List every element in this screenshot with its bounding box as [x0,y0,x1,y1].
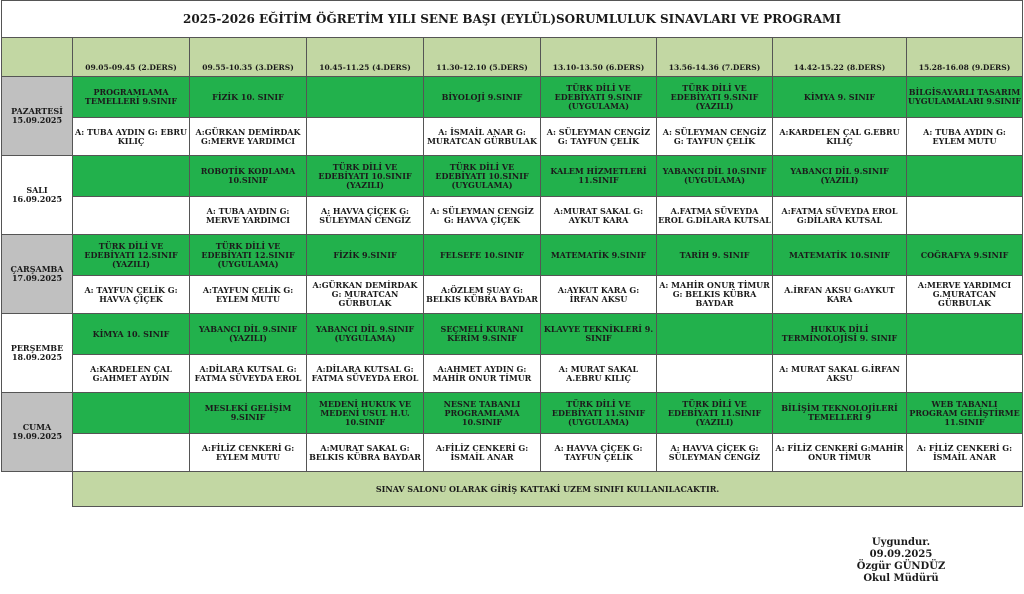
day-label [2,156,73,235]
proctor-cell [73,434,190,472]
exam-subject-cell: TÜRK DİLİ VE EDEBİYATI 9.SINIF (UYGULAMA) [541,77,657,118]
exam-schedule-table [1,0,1023,507]
exam-subject-cell: MESLEKİ GELİŞİM 9.SINIF [190,393,307,434]
day-date: 16.09.2025 [11,194,63,204]
note-spacer [2,472,73,507]
day-label [2,235,73,314]
exam-subject-cell: BİLGİSAYARLI TASARIM UYGULAMALARI 9.SINIF [907,77,1023,118]
exam-subject-cell: TÜRK DİLİ VE EDEBİYATI 12.SINIF (YAZILI) [73,235,190,276]
exam-subject-cell: BİLİŞİM TEKNOLOJİLERİ TEMELLERİ 9 [773,393,907,434]
exam-subject-cell: HUKUK DİLİ TERMİNOLOJİSİ 9. SINIF [773,314,907,355]
day-label [2,314,73,393]
exam-subject-cell: NESNE TABANLI PROGRAMLAMA 10.SINIF [424,393,541,434]
period-header: 15.28-16.08 (9.DERS) [907,38,1023,77]
proctor-cell: A:GÜRKAN DEMİRDAK G: MURATCAN GÜRBULAK [307,276,424,314]
proctor-cell: A:ÖZLEM ŞUAY G: BELKIS KÜBRA BAYDAR [424,276,541,314]
proctor-cell: A:MERVE YARDIMCI G.MURATCAN GÜRBULAK [907,276,1023,314]
exam-subject-cell: KLAVYE TEKNİKLERİ 9. SINIF [541,314,657,355]
exam-subject-cell: TÜRK DİLİ VE EDEBİYATI 9.SINIF (YAZILI) [657,77,773,118]
proctor-cell: A: HAVVA ÇİÇEK G: TAYFUN ÇELİK [541,434,657,472]
exam-subject-cell: MEDENİ HUKUK VE MEDENİ USUL H.U. 10.SINIF [307,393,424,434]
exam-subject-cell [907,156,1023,197]
proctor-cell: A:FİLİZ CENKERİ G: İSMAİL ANAR [424,434,541,472]
proctor-cell: A: FİLİZ CENKERİ G:MAHİR ONUR TİMUR [773,434,907,472]
exam-subject-cell: KALEM HİZMETLERİ 11.SINIF [541,156,657,197]
proctor-cell: A: SÜLEYMAN CENGİZ G: TAYFUN ÇELİK [541,118,657,156]
exam-subject-cell: FİZİK 10. SINIF [190,77,307,118]
proctor-cell: A: TAYFUN ÇELİK G: HAVVA ÇİÇEK [73,276,190,314]
exam-subject-cell: TÜRK DİLİ VE EDEBİYATI 11.SINIF (UYGULAMA) [541,393,657,434]
exam-subject-cell: YABANCI DİL 10.SINIF (UYGULAMA) [657,156,773,197]
exam-subject-cell: YABANCI DİL 9.SINIF (YAZILI) [190,314,307,355]
day-name: ÇARŞAMBA [10,264,64,274]
proctor-cell: A: SÜLEYMAN CENGİZ G: HAVVA ÇİÇEK [424,197,541,235]
exam-subject-cell: MATEMATİK 9.SINIF [541,235,657,276]
exam-subject-cell: FELSEFE 10.SINIF [424,235,541,276]
proctor-cell: A:DİLARA KUTSAL G: FATMA SÜVEYDA EROL [307,355,424,393]
proctor-cell [907,355,1023,393]
period-header: 09.05-09.45 (2.DERS) [73,38,190,77]
day-name: CUMA [22,422,52,432]
proctor-cell: A: MURAT SAKAL A.EBRU KILIÇ [541,355,657,393]
proctor-cell: A: İSMAİL ANAR G: MURATCAN GÜRBULAK [424,118,541,156]
proctor-cell: A:FİLİZ CENKERİ G: EYLEM MUTU [190,434,307,472]
proctor-cell: A.İRFAN AKSU G:AYKUT KARA [773,276,907,314]
exam-subject-cell: KİMYA 10. SINIF [73,314,190,355]
exam-subject-cell: SEÇMELİ KURANI KERİM 9.SINIF [424,314,541,355]
day-date: 18.09.2025 [11,352,63,362]
proctor-cell: A:FATMA SÜVEYDA EROL G:DİLARA KUTSAL [773,197,907,235]
signature-name: Özgür GÜNDÜZ [856,561,946,572]
proctor-cell: A:GÜRKAN DEMİRDAK G:MERVE YARDIMCI [190,118,307,156]
exam-subject-cell: KİMYA 9. SINIF [773,77,907,118]
proctor-cell [73,197,190,235]
exam-subject-cell: FİZİK 9.SINIF [307,235,424,276]
exam-subject-cell: MATEMATİK 10.SINIF [773,235,907,276]
header-corner [2,38,73,77]
exam-subject-cell: TÜRK DİLİ VE EDEBİYATI 10.SINIF (YAZILI) [307,156,424,197]
exam-subject-cell: COĞRAFYA 9.SINIF [907,235,1023,276]
proctor-cell [307,118,424,156]
exam-subject-cell [73,156,190,197]
proctor-cell: A:AHMET AYDIN G: MAHİR ONUR TİMUR [424,355,541,393]
proctor-cell: A: MURAT SAKAL G.İRFAN AKSU [773,355,907,393]
proctor-cell: A:MURAT SAKAL G: BELKIS KÜBRA BAYDAR [307,434,424,472]
exam-subject-cell [657,314,773,355]
period-header: 13.10-13.50 (6.DERS) [541,38,657,77]
proctor-cell: A:AYKUT KARA G: İRFAN AKSU [541,276,657,314]
exam-subject-cell: TARİH 9. SINIF [657,235,773,276]
proctor-cell: A:KARDELEN ÇAL G.EBRU KILIÇ [773,118,907,156]
exam-subject-cell: WEB TABANLI PROGRAM GELİŞTİRME 11.SINIF [907,393,1023,434]
day-name: PERŞEMBE [10,343,64,353]
day-date: 15.09.2025 [11,115,63,125]
proctor-cell: A:MURAT SAKAL G: AYKUT KARA [541,197,657,235]
exam-subject-cell: PROGRAMLAMA TEMELLERİ 9.SINIF [73,77,190,118]
exam-room-note: SINAV SALONU OLARAK GİRİŞ KATTAKİ UZEM SINIFI KULLANILACAKTIR. [73,472,1023,507]
proctor-cell [657,355,773,393]
exam-subject-cell: TÜRK DİLİ VE EDEBİYATI 11.SINIF (YAZILI) [657,393,773,434]
period-header: 11.30-12.10 (5.DERS) [424,38,541,77]
exam-subject-cell: ROBOTİK KODLAMA 10.SINIF [190,156,307,197]
signature-date: 09.09.2025 [869,549,933,560]
day-label [2,393,73,472]
exam-subject-cell: TÜRK DİLİ VE EDEBİYATI 10.SINIF (UYGULAMA) [424,156,541,197]
period-header: 10.45-11.25 (4.DERS) [307,38,424,77]
exam-subject-cell: YABANCI DİL 9.SINIF (YAZILI) [773,156,907,197]
proctor-cell: A:DİLARA KUTSAL G: FATMA SÜVEYDA EROL [190,355,307,393]
proctor-cell: A: TUBA AYDIN G: MERVE YARDIMCI [190,197,307,235]
day-date: 19.09.2025 [11,431,63,441]
day-name: PAZARTESİ [11,106,63,116]
exam-subject-cell: BİYOLOJİ 9.SINIF [424,77,541,118]
exam-subject-cell: YABANCI DİL 9.SINIF (UYGULAMA) [307,314,424,355]
exam-subject-cell: TÜRK DİLİ VE EDEBİYATI 12.SINIF (UYGULAMA) [190,235,307,276]
proctor-cell: A: HAVVA ÇİÇEK G: SÜLEYMAN CENGİZ [307,197,424,235]
period-header: 09.55-10.35 (3.DERS) [190,38,307,77]
proctor-cell [907,197,1023,235]
document-title: 2025-2026 EĞİTİM ÖĞRETİM YILI SENE BAŞI (EYLÜL)SORUMLULUK SINAVLARI VE PROGRAMI [2,1,1023,38]
proctor-cell: A:TAYFUN ÇELİK G: EYLEM MUTU [190,276,307,314]
proctor-cell: A: SÜLEYMAN CENGİZ G: TAYFUN ÇELİK [657,118,773,156]
signature-role: Okul Müdürü [863,573,939,584]
proctor-cell: A: MAHİR ONUR TİMUR G: BELKIS KÜBRA BAYDAR [657,276,773,314]
signature-approval: Uygundur. [871,537,931,548]
day-name: SALI [26,185,48,195]
exam-subject-cell [73,393,190,434]
proctor-cell: A: TUBA AYDIN G: EYLEM MUTU [907,118,1023,156]
period-header: 13.56-14.36 (7.DERS) [657,38,773,77]
period-header: 14.42-15.22 (8.DERS) [773,38,907,77]
exam-subject-cell [307,77,424,118]
proctor-cell: A:KARDELEN ÇAL G:AHMET AYDIN [73,355,190,393]
signature-block [846,537,956,585]
proctor-cell: A.FATMA SÜVEYDA EROL G.DİLARA KUTSAL [657,197,773,235]
exam-subject-cell [907,314,1023,355]
day-date: 17.09.2025 [11,273,63,283]
day-label [2,77,73,156]
proctor-cell: A: HAVVA ÇİÇEK G: SÜLEYMAN CENGİZ [657,434,773,472]
proctor-cell: A: FİLİZ CENKERİ G: İSMAİL ANAR [907,434,1023,472]
proctor-cell: A: TUBA AYDIN G: EBRU KILIÇ [73,118,190,156]
